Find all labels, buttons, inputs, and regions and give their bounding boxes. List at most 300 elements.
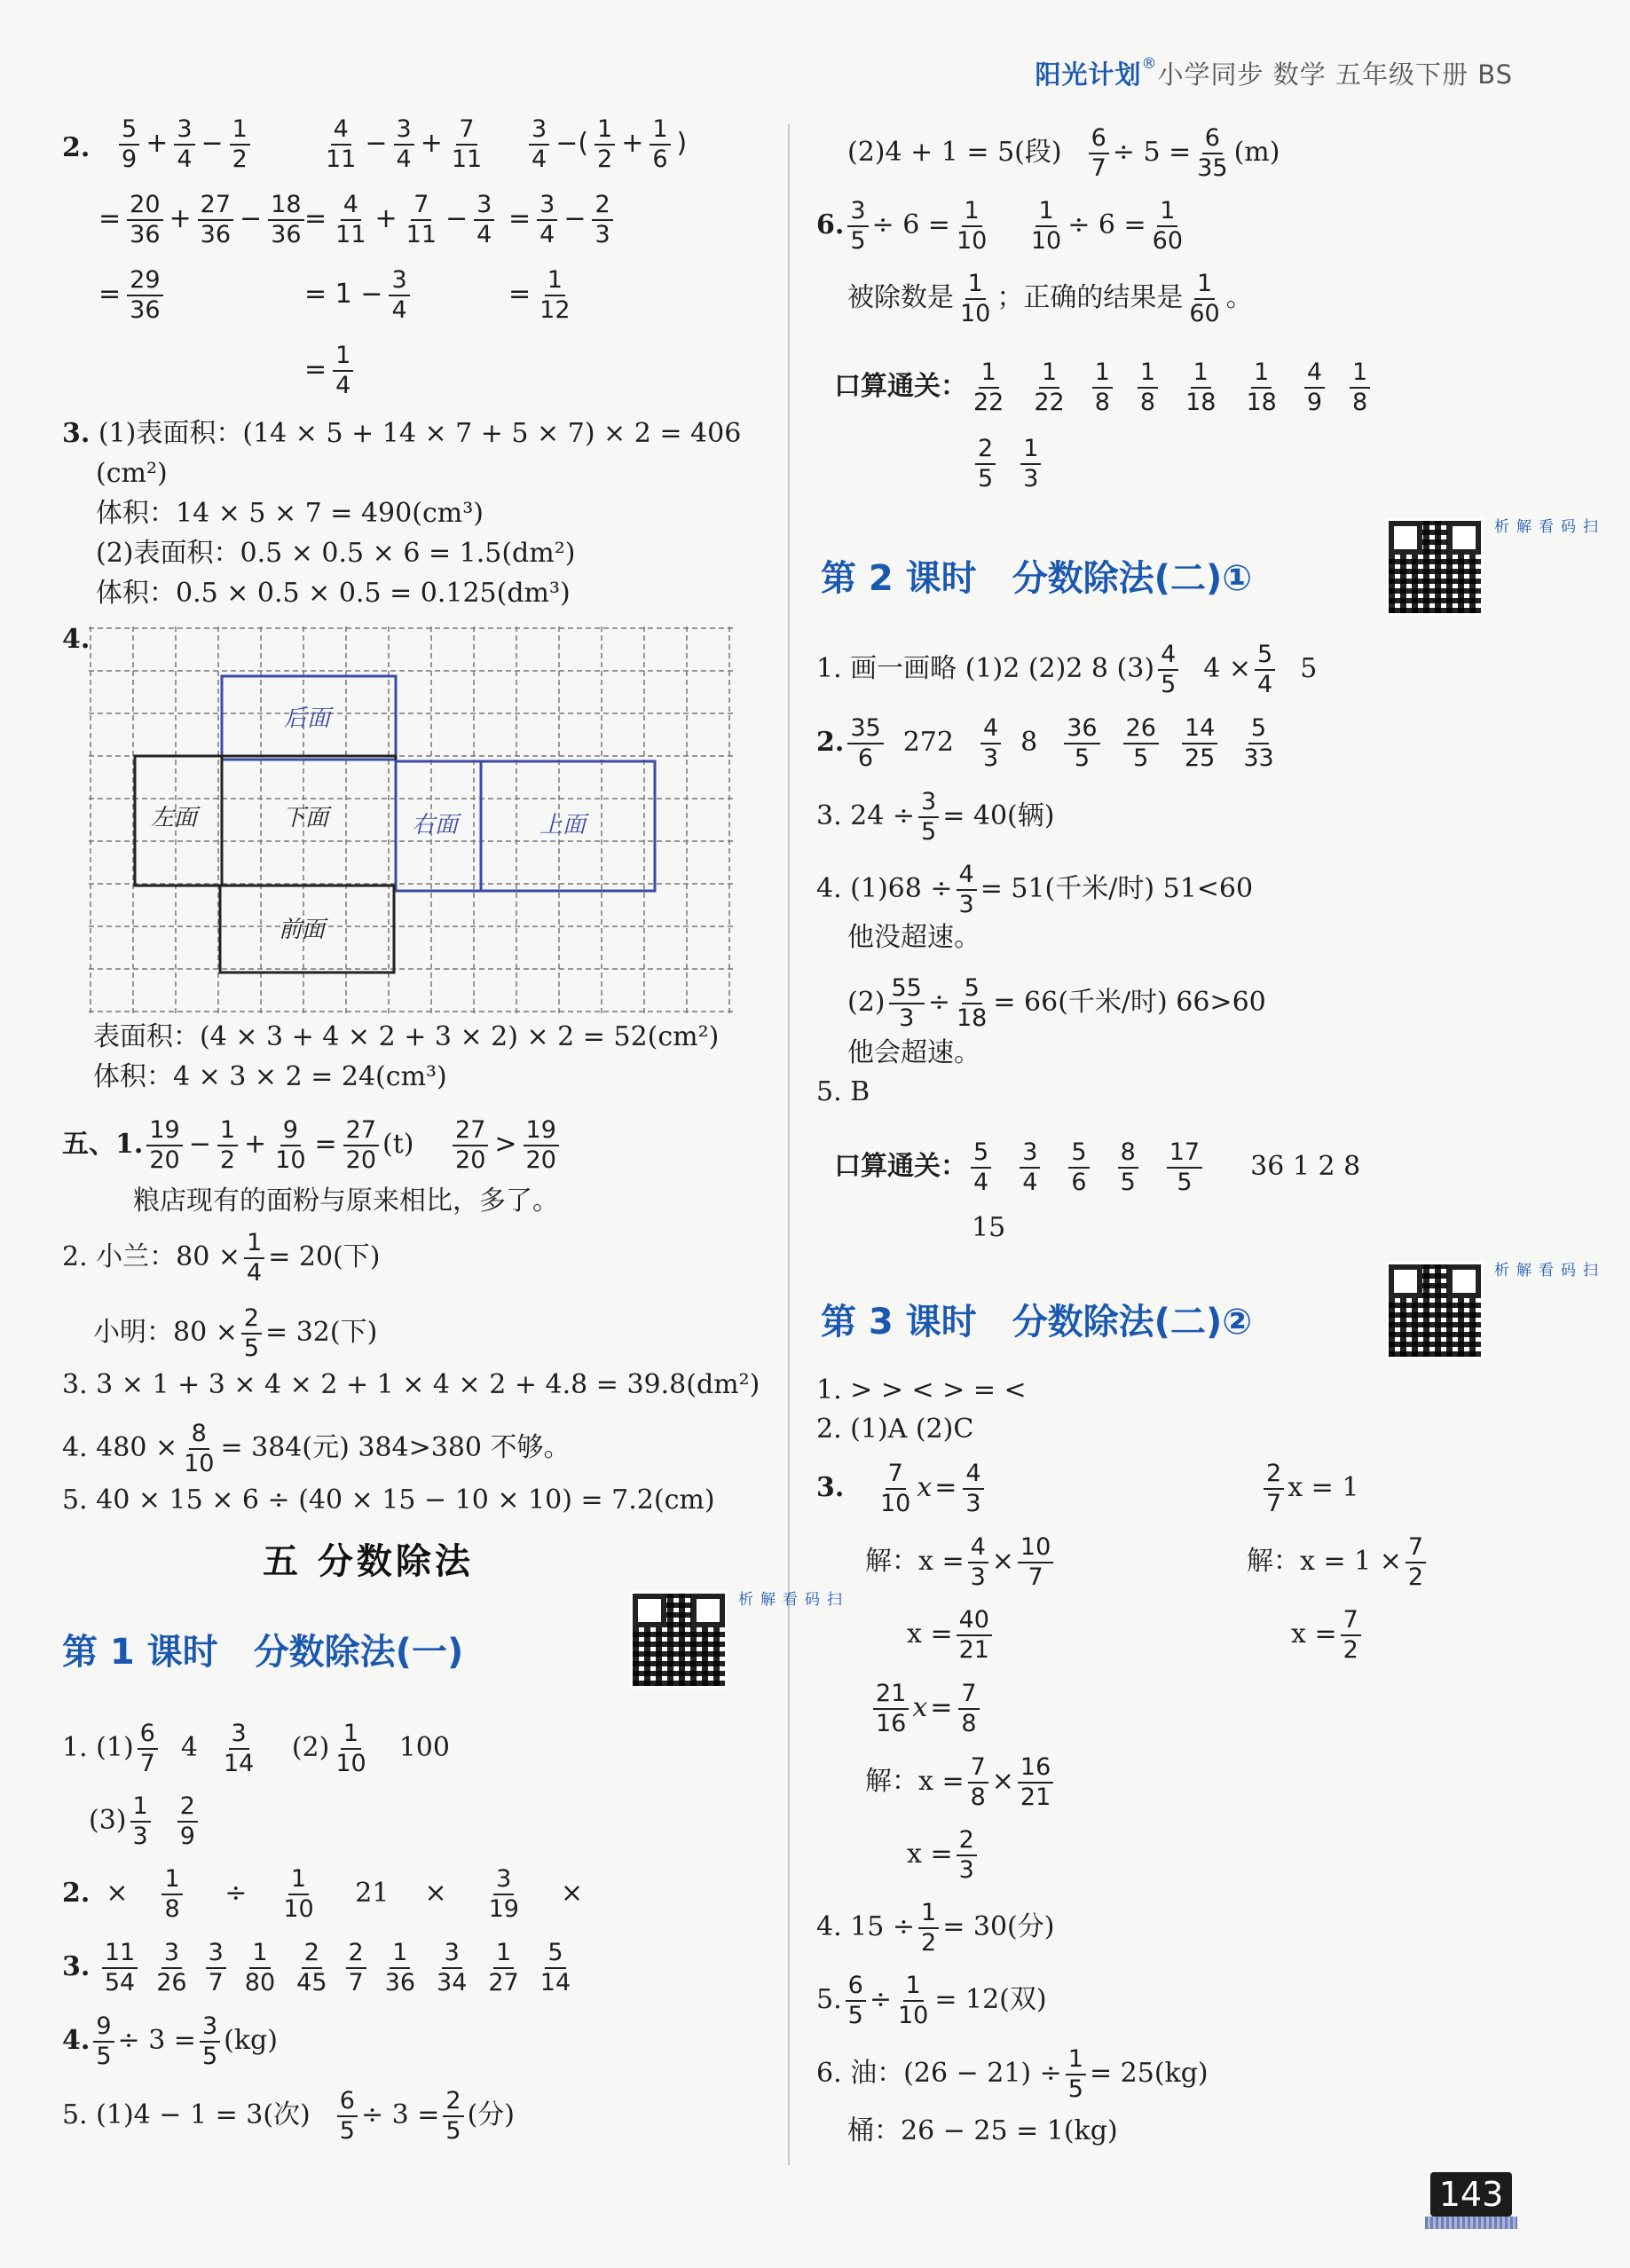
- kousuan-2: 口算通关： $\frac{5}{4}$ $\frac{3}{4}$ $\frac{5}{6}$ $\frac{8}{5}$ $\frac{17}{5}$ 36 1 2 8: [834, 1138, 1361, 1196]
- denominator: 7: [348, 1969, 364, 1996]
- q3-line5: 体积：0.5 × 0.5 × 0.5 = 0.125(dm³): [96, 578, 571, 609]
- fraction: [1118, 1138, 1138, 1197]
- q2-expr-row2b: = $\frac{4}{11}$ + $\frac{7}{11}$ − $\frac{3}{4}$: [302, 191, 498, 249]
- q2-expr-row2: = $\frac{20}{36}$ + $\frac{27}{36}$ − $\frac{18}{36}$: [96, 191, 308, 249]
- numerator: 1: [962, 197, 982, 227]
- numerator: 1: [288, 1865, 309, 1895]
- numerator: 5: [1248, 714, 1269, 744]
- numerator: 2: [302, 1939, 322, 1969]
- fraction: [975, 435, 996, 493]
- fraction: [1341, 1606, 1361, 1665]
- numerator: 5: [1068, 1138, 1089, 1169]
- numerator: 2: [241, 1304, 262, 1335]
- fraction: [154, 1939, 189, 1997]
- q2-number: 2.: [62, 132, 91, 163]
- denominator: 12: [539, 296, 571, 324]
- denominator: 10: [1030, 227, 1062, 255]
- denominator: 5: [847, 2002, 863, 2029]
- numerator: 3: [229, 1720, 249, 1750]
- numerator: 1: [903, 1972, 924, 2002]
- denominator: 5: [1133, 744, 1149, 772]
- fraction: [1158, 641, 1178, 699]
- numerator: 27: [343, 1116, 379, 1146]
- denominator: 8: [970, 1784, 986, 1811]
- fraction: [337, 2087, 358, 2146]
- denominator: 10: [283, 1895, 314, 1923]
- denominator: 60: [1189, 300, 1220, 327]
- fraction: [268, 191, 303, 249]
- fraction: [873, 1680, 909, 1738]
- denominator: 34: [437, 1969, 468, 1996]
- fraction: [1064, 714, 1099, 773]
- denominator: 6: [1071, 1169, 1087, 1196]
- q2-expr-row4: = $\frac{1}{4}$: [302, 342, 357, 400]
- denominator: 9: [179, 1823, 195, 1850]
- numerator: 9: [280, 1116, 301, 1146]
- denominator: 35: [1197, 154, 1228, 182]
- fraction: [333, 342, 353, 400]
- fraction: [918, 788, 939, 847]
- q4-area: 表面积：(4 × 3 + 4 × 2 + 3 × 2) × 2 = 52(cm²): [93, 1021, 720, 1052]
- fraction: [346, 1939, 366, 1997]
- numerator: 1: [244, 1229, 264, 1259]
- denominator: 36: [130, 296, 161, 324]
- r-q6: 6. $\frac{3}{5}$ ÷ 6 = $\frac{1}{10}$ $\frac{1}{10}$ ÷ 6 = $\frac{1}{60}$: [816, 197, 1189, 256]
- numerator: 3: [847, 197, 868, 227]
- fraction: [127, 191, 162, 249]
- numerator: 1: [230, 115, 250, 146]
- numerator: 26: [1123, 714, 1159, 744]
- fraction: [1186, 270, 1222, 328]
- l2-q4-2: (2) $\frac{55}{3}$ ÷ $\frac{5}{18}$ = 66(千米/时) 66>60: [847, 974, 1266, 1032]
- numerator: 21: [873, 1680, 909, 1710]
- numerator: 1: [217, 1116, 238, 1146]
- denominator: 5: [1120, 1169, 1136, 1196]
- denominator: 7: [139, 1750, 155, 1777]
- l3-eq2: $\frac{2}{7}$ x = 1: [1260, 1460, 1358, 1518]
- denominator: 5: [243, 1335, 260, 1362]
- denominator: 4: [1022, 1169, 1038, 1196]
- denominator: 14: [539, 1969, 571, 1996]
- fraction: [244, 1229, 264, 1288]
- denominator: 10: [275, 1146, 306, 1174]
- numerator: 3: [206, 1939, 226, 1969]
- denominator: 36: [130, 221, 161, 248]
- l1-q3: 3. $\frac{11}{54}$ $\frac{3}{26}$ $\frac{3}{7}$ $\frac{1}{80}$ $\frac{2}{45}$ $\frac{2}{7}$ $\frac{1}{36}$ $\frac{3}{34}$ $\frac{1}{27}$ $\frac{5}{14}$: [62, 1939, 586, 1997]
- denominator: 21: [958, 1636, 989, 1664]
- l2-q5: 5. B: [816, 1076, 870, 1107]
- denominator: 8: [1352, 389, 1368, 416]
- page-number: 143: [1430, 2172, 1512, 2217]
- l3-q6: 6. 油：(26 − 21) ÷ $\frac{1}{5}$ = 25(kg): [816, 2045, 1209, 2103]
- fraction: [1018, 1533, 1053, 1592]
- fraction: [394, 115, 414, 174]
- numerator: 1: [249, 1939, 270, 1969]
- denominator: 33: [1243, 744, 1274, 772]
- numerator: 5: [1255, 641, 1275, 671]
- numerator: 1: [1138, 358, 1158, 389]
- lesson3-heading: [821, 1294, 1252, 1344]
- label-left: 左面: [151, 805, 198, 831]
- denominator: 36: [200, 221, 231, 248]
- denominator: 3: [958, 891, 974, 918]
- numerator: 4: [1158, 641, 1178, 671]
- l1-q1-3: (3) $\frac{1}{3}$ $\frac{2}{9}$: [89, 1792, 201, 1851]
- denominator: 6: [652, 146, 668, 173]
- numerator: 8: [189, 1420, 209, 1450]
- denominator: 3: [982, 744, 999, 772]
- kousuan-label: 口算通关：: [834, 1151, 967, 1182]
- denominator: 2: [1407, 1563, 1424, 1591]
- qr-label-lesson3: 扫码看解析: [1491, 1262, 1597, 1277]
- l2-q4-note1: 他没超速。: [847, 922, 980, 953]
- cube-net-diagram: [89, 626, 738, 1013]
- unit-title: 五 分数除法: [263, 1540, 474, 1582]
- fraction: [1092, 358, 1113, 417]
- fraction: [1089, 124, 1109, 183]
- numerator: 7: [968, 1753, 988, 1784]
- denominator: 5: [1074, 744, 1090, 772]
- denominator: 5: [978, 465, 994, 492]
- denominator: 5: [1177, 1169, 1193, 1196]
- numerator: 6: [337, 2087, 358, 2117]
- fraction: [537, 266, 572, 325]
- l1-q3-fraction-list: [98, 1939, 586, 1996]
- numerator: 2: [443, 2087, 463, 2117]
- denominator: 22: [973, 389, 1004, 416]
- denominator: 36: [384, 1969, 416, 1996]
- numerator: 7: [456, 115, 476, 146]
- lesson3-title: 分数除法(二)②: [1012, 1302, 1253, 1343]
- fraction: [404, 191, 439, 249]
- q2-expr-row1: $\frac{5}{9}$ + $\frac{3}{4}$ − $\frac{1}{2}$: [115, 115, 254, 174]
- denominator: 10: [335, 1750, 366, 1777]
- fraction: [146, 1116, 182, 1175]
- fraction: [343, 1116, 379, 1175]
- five-q3: 3. 3 × 1 + 3 × 4 × 2 + 1 × 4 × 2 + 4.8 = 39.8(dm²): [62, 1369, 760, 1400]
- fraction: [206, 1939, 226, 1997]
- numerator: 1: [1191, 358, 1211, 389]
- q2-expr-row1c: $\frac{3}{4}$ −( $\frac{1}{2}$ + $\frac{1}{6}$ ): [525, 115, 689, 174]
- kousuan-1: [834, 358, 1391, 417]
- denominator: 8: [1094, 389, 1110, 416]
- numerator: 7: [1406, 1533, 1426, 1563]
- fraction: [272, 1116, 308, 1175]
- denominator: 8: [1139, 389, 1156, 416]
- lesson2-heading: [821, 550, 1252, 601]
- denominator: 4: [1257, 671, 1273, 698]
- numerator: 1: [1251, 358, 1272, 389]
- fraction: [127, 266, 162, 325]
- fraction: [174, 115, 194, 174]
- denominator: 11: [406, 221, 437, 248]
- lesson1-heading: [62, 1624, 463, 1674]
- numerator: 36: [1064, 714, 1099, 744]
- denominator: 4: [177, 146, 193, 173]
- number-answer: 272: [902, 727, 954, 758]
- numerator: 6: [1202, 124, 1223, 154]
- l2-q4: 4. (1)68 ÷ $\frac{4}{3}$ = 51(千米/时) 51<60: [816, 861, 1254, 918]
- l3-eq1-solve: 解：x = $\frac{4}{3}$ × $\frac{10}{7}$: [865, 1533, 1057, 1592]
- denominator: 5: [96, 2043, 112, 2070]
- fraction: [538, 1939, 573, 1997]
- greater-than: >: [494, 1129, 517, 1160]
- l1-q5: 5. (1)4 − 1 = 3(次) $\frac{6}{5}$ ÷ 3 = $\frac{2}{5}$ (分): [62, 2087, 515, 2145]
- q2-expr-row3c: = $\frac{1}{12}$: [506, 266, 577, 325]
- fraction: [971, 358, 1006, 417]
- denominator: 2: [1343, 1636, 1358, 1664]
- numerator: 2: [177, 1792, 198, 1823]
- denominator: 18: [1185, 389, 1217, 416]
- kousuan-1b: [972, 435, 1062, 493]
- denominator: 10: [880, 1490, 911, 1517]
- q4-volume: 体积：4 × 3 × 2 = 24(cm³): [93, 1061, 447, 1092]
- numerator: 3: [474, 191, 494, 221]
- fraction: [1194, 124, 1230, 183]
- five-q1-text: 粮店现有的面粉与原来相比，多了。: [133, 1185, 559, 1217]
- denominator: 2: [597, 146, 613, 173]
- lesson1-prefix: 第 1 课时: [62, 1632, 218, 1673]
- denominator: 6: [857, 744, 874, 772]
- numerator: 4: [980, 714, 1001, 744]
- denominator: 5: [445, 2117, 461, 2145]
- numerator: 1: [1066, 2045, 1086, 2075]
- numerator: 6: [846, 1972, 866, 2002]
- numerator: 1: [493, 1939, 514, 1969]
- fraction: [954, 197, 989, 256]
- denominator: 20: [455, 1146, 486, 1174]
- kousuan-label: 口算通关：: [834, 371, 967, 402]
- q3-text1: (1)表面积：(14 × 5 + 14 × 7 + 5 × 7) × 2 = 406: [98, 418, 742, 449]
- denominator: 4: [247, 1259, 263, 1287]
- numerator: 14: [1182, 714, 1217, 744]
- fraction: [1150, 197, 1185, 256]
- fraction: [1240, 714, 1276, 773]
- denominator: 18: [957, 1004, 988, 1032]
- numerator: 1: [130, 1792, 151, 1823]
- denominator: 4: [335, 372, 351, 399]
- numerator: 29: [127, 266, 162, 296]
- numerator: 3: [394, 115, 414, 146]
- numerator: 1: [341, 1720, 361, 1750]
- q2-expr-row2c: = $\frac{3}{4}$ − $\frac{2}{3}$: [506, 191, 617, 249]
- five-number: 五、1.: [62, 1129, 144, 1160]
- numerator: 4: [957, 861, 977, 891]
- fraction: [971, 1138, 991, 1197]
- fraction: [1183, 358, 1218, 417]
- denominator: 5: [201, 2043, 218, 2070]
- fraction: [957, 1826, 977, 1885]
- numerator: 4: [963, 1460, 983, 1490]
- fraction: [486, 1865, 522, 1924]
- numerator: 1: [1350, 358, 1370, 389]
- r-q6-answer: 被除数是 $\frac{1}{10}$ ；正确的结果是 $\frac{1}{60}$ 。: [847, 270, 1253, 327]
- fraction: [957, 861, 977, 919]
- numerator: 3: [529, 115, 549, 146]
- numerator: 4: [331, 115, 351, 146]
- q2-expr-row3: = $\frac{29}{36}$: [96, 266, 167, 325]
- numerator: 4: [341, 191, 361, 221]
- numerator: 3: [493, 1865, 514, 1895]
- numerator: 8: [1118, 1138, 1138, 1169]
- fraction: [434, 1939, 469, 1997]
- fraction: [954, 974, 989, 1033]
- denominator: 5: [850, 227, 866, 255]
- denominator: 4: [539, 221, 555, 248]
- denominator: 11: [326, 146, 357, 173]
- lesson1-title: 分数除法(一): [253, 1632, 464, 1673]
- fraction: [595, 115, 615, 174]
- lesson2-prefix: 第 2 课时: [821, 558, 977, 599]
- numerator: 1: [1194, 270, 1215, 300]
- fraction: [537, 191, 557, 249]
- numerator: 3: [161, 1939, 182, 1969]
- denominator: 2: [921, 1929, 937, 1957]
- fraction: [957, 270, 993, 328]
- denominator: 11: [451, 146, 483, 173]
- fraction: [889, 974, 925, 1033]
- numerator: 1: [965, 270, 986, 300]
- numerator: 5: [545, 1939, 565, 1969]
- fraction: [957, 1606, 992, 1665]
- numerator: 9: [93, 2012, 114, 2043]
- column-divider: [788, 124, 790, 2165]
- numerator: 4: [968, 1533, 988, 1563]
- numerator: 1: [650, 115, 670, 146]
- label-bottom: 下面: [282, 805, 329, 831]
- label-back: 后面: [284, 705, 331, 732]
- l3-q5: 5. $\frac{6}{5}$ ÷ $\frac{1}{10}$ = 12(双): [816, 1972, 1047, 2029]
- fraction: [138, 1720, 158, 1778]
- denominator: 3: [1023, 465, 1039, 492]
- numerator: 10: [1018, 1533, 1053, 1563]
- five-q1: 五、1. $\frac{19}{20}$ − $\frac{1}{2}$ + $\frac{9}{10}$ = $\frac{27}{20}$ (t) $\frac{27}{20}$ > $\frac{19}{20}$: [62, 1116, 563, 1175]
- fraction: [294, 1939, 329, 1997]
- qr-code-lesson3[interactable]: [1386, 1262, 1484, 1359]
- five-q5: 5. 40 × 15 × 6 ÷ (40 × 15 − 10 × 10) = 7.2(cm): [62, 1484, 715, 1516]
- l1-q2: 2. × $\frac{1}{8}$ ÷ $\frac{1}{10}$ 21 × $\frac{3}{19}$ ×: [62, 1865, 584, 1923]
- l1-q4: 4. $\frac{9}{5}$ ÷ 3 = $\frac{3}{5}$ (kg): [62, 2012, 278, 2070]
- lesson2-title: 分数除法(二)①: [1012, 558, 1253, 599]
- numerator: 3: [918, 788, 939, 818]
- denominator: 7: [208, 1969, 224, 1996]
- fraction: [1255, 641, 1275, 699]
- numerator: 5: [119, 115, 139, 146]
- five-q2a: 2. 小兰：80 × $\frac{1}{4}$ = 20(下): [62, 1229, 381, 1287]
- fraction: [968, 1753, 988, 1812]
- denominator: 19: [488, 1895, 519, 1923]
- denominator: 9: [1306, 389, 1322, 416]
- denominator: 4: [391, 296, 407, 324]
- denominator: 25: [1184, 744, 1216, 772]
- fraction: [119, 115, 139, 174]
- numerator: 27: [453, 1116, 488, 1146]
- fraction: [1350, 358, 1370, 417]
- fraction: [963, 1460, 983, 1518]
- five-q2b: 小明：80 × $\frac{2}{5}$ = 32(下): [93, 1304, 378, 1362]
- denominator: 3: [899, 1004, 915, 1032]
- l3-q3-number: 3.: [816, 1472, 845, 1503]
- fraction: [847, 714, 883, 773]
- q3-line3: 体积：14 × 5 × 7 = 490(cm³): [96, 498, 484, 529]
- kousuan-2-list: [967, 1138, 1227, 1196]
- fraction: [382, 1939, 418, 1997]
- qr-label-lesson1: 扫码看解析: [735, 1591, 841, 1606]
- denominator: 20: [149, 1146, 180, 1174]
- kousuan-2b: 15: [972, 1212, 1006, 1243]
- label-front: 前面: [279, 917, 326, 943]
- fraction: [161, 1865, 182, 1924]
- fraction: [895, 1972, 931, 2030]
- q3-line1: [62, 417, 741, 451]
- l3-q1: 1. > > < > = <: [816, 1374, 1027, 1406]
- l3-eq2-solve: 解：x = 1 × $\frac{7}{2}$: [1247, 1533, 1429, 1592]
- denominator: 4: [476, 221, 492, 248]
- numerator: 3: [389, 266, 409, 296]
- qr-code-lesson1[interactable]: [630, 1591, 728, 1689]
- denominator: 4: [396, 146, 412, 173]
- denominator: 3: [958, 1856, 974, 1884]
- qr-code-lesson2[interactable]: [1386, 518, 1484, 616]
- denominator: 22: [1034, 389, 1065, 416]
- l2-q4-note2: 他会超速。: [847, 1037, 980, 1068]
- l3-q4: 4. 15 ÷ $\frac{1}{2}$ = 30(分): [816, 1899, 1055, 1957]
- numerator: 16: [1018, 1753, 1053, 1784]
- fraction: [230, 115, 250, 174]
- fraction: [217, 1116, 238, 1175]
- denominator: 60: [1152, 227, 1184, 255]
- numerator: 7: [1341, 1606, 1361, 1636]
- fraction: [280, 1865, 316, 1924]
- denominator: 3: [595, 221, 610, 248]
- numerator: 2: [592, 191, 612, 221]
- numerator: 6: [1089, 124, 1109, 154]
- numerator: 7: [886, 1460, 906, 1490]
- denominator: 54: [104, 1969, 136, 1996]
- number-answer: 8: [1020, 727, 1038, 758]
- numerator: 7: [958, 1680, 979, 1710]
- fraction: [130, 1792, 151, 1851]
- header-subtitle: 小学同步 数学 五年级下册 BS: [1157, 59, 1513, 90]
- l2-q3: 3. 24 ÷ $\frac{3}{5}$ = 40(辆): [816, 788, 1055, 846]
- l2-q2-list: [844, 714, 1295, 772]
- l3-eq1-result: x = $\frac{40}{21}$: [907, 1606, 996, 1665]
- l3-eq3-result: x = $\frac{2}{3}$: [907, 1826, 980, 1885]
- numerator: 55: [889, 974, 925, 1004]
- numerator: 1: [1092, 358, 1113, 389]
- numerator: 3: [537, 191, 557, 221]
- numerator: 19: [146, 1116, 182, 1146]
- denominator: 8: [961, 1710, 977, 1737]
- fraction: [980, 714, 1001, 773]
- denominator: 11: [335, 221, 366, 248]
- numerator: 20: [127, 191, 162, 221]
- fraction: [485, 1939, 521, 1997]
- fraction: [177, 1792, 198, 1851]
- fraction: [1264, 1460, 1284, 1518]
- numerator: 3: [200, 2012, 220, 2043]
- numerator: 1: [333, 342, 353, 372]
- l1-q1: 1. (1) $\frac{6}{7}$ 4 $\frac{3}{14}$ (2) $\frac{1}{10}$ 100: [62, 1720, 450, 1777]
- q4-number: 4.: [62, 624, 91, 655]
- fraction: [1031, 358, 1067, 417]
- numerator: 35: [847, 714, 883, 744]
- numerator: 1: [161, 1865, 182, 1895]
- fraction: [333, 1720, 368, 1778]
- denominator: 20: [525, 1146, 556, 1174]
- l3-q6-barrel: 桶：26 − 25 = 1(kg): [847, 2115, 1118, 2146]
- denominator: 26: [156, 1969, 187, 1996]
